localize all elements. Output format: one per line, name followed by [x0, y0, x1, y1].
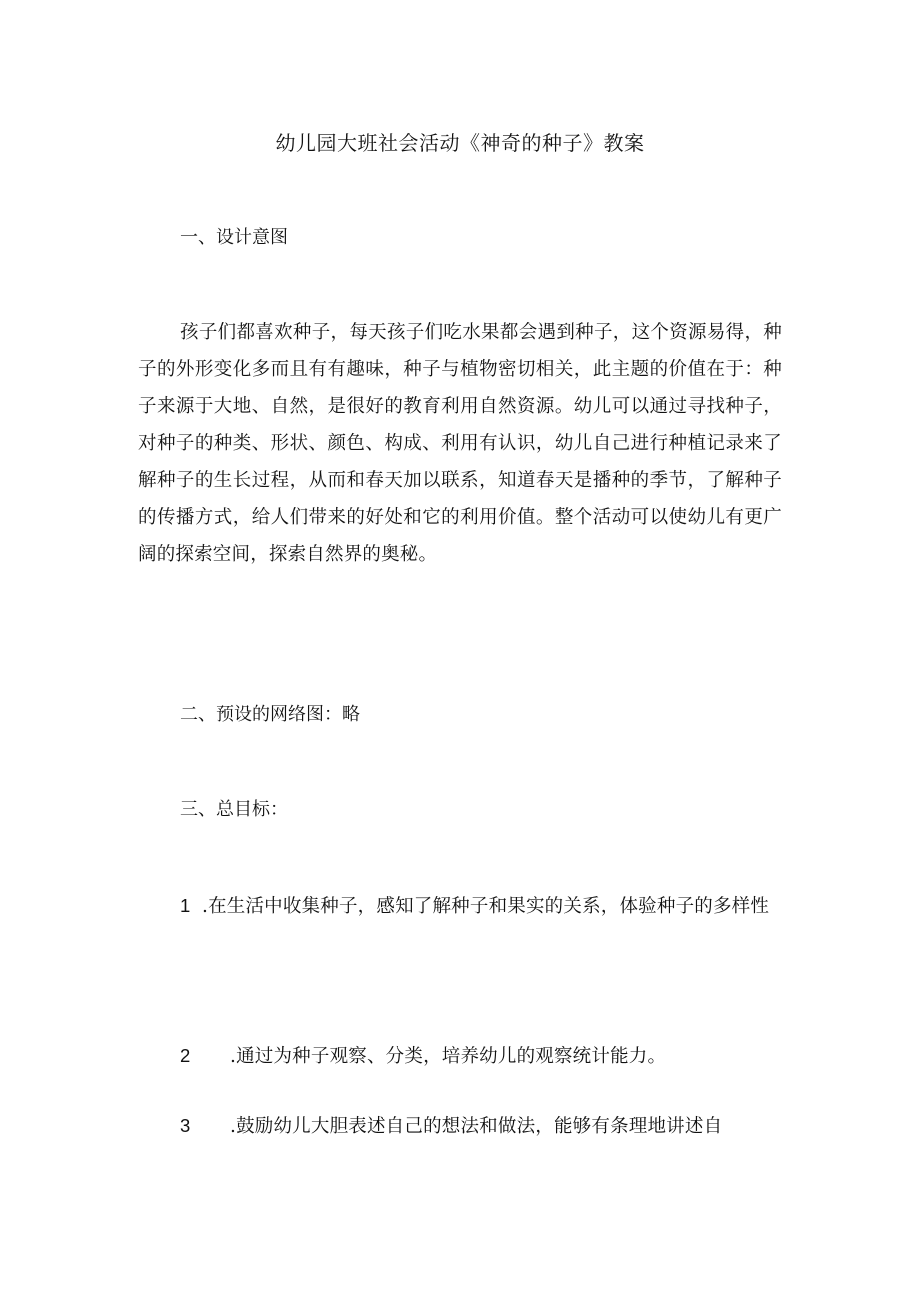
- section-heading-goals: 三、总目标：: [180, 799, 288, 820]
- goal-item-1: [138, 880, 782, 933]
- goal-item-text: .通过为种子观察、分类，培养幼儿的观察统计能力。: [230, 1046, 667, 1067]
- goal-item-number: 1: [180, 895, 191, 916]
- design-intent-paragraph: 孩子们都喜欢种子，每天孩子们吃水果都会遇到种子，这个资源易得，种子的外形变化多而且有有趣味，种子与植物密切相关，此主题的价值在于：种子来源于大地、自然，是很好的教育利用自然资源。幼儿可以通过寻找种子，对种子的种类、形状、颜色、构成、利用有认识，幼儿自己进行种植记录来了解种子的生长过程，从而和春天加以联系，知道春天是播种的季节，了解种子的传播方式，给人们带来的好处和它的利用价值。整个活动可以使幼儿有更广阔的探索空间，探索自然界的奥秘。: [138, 322, 782, 565]
- goal-item-number: 3: [180, 1115, 191, 1136]
- goal-item-2: [138, 1030, 782, 1083]
- section-heading-design-intent: 一、设计意图: [180, 227, 288, 248]
- section-heading-network-diagram: 二、预设的网络图：略: [180, 704, 360, 725]
- goal-item-3: [138, 1100, 782, 1153]
- goal-item-number: 2: [180, 1045, 191, 1066]
- document-title: 幼儿园大班社会活动《神奇的种子》教案: [275, 131, 645, 155]
- goal-item-text: .在生活中收集种子，感知了解种子和果实的关系，体验种子的多样性: [202, 896, 770, 917]
- goal-item-text: .鼓励幼儿大胆表述自己的想法和做法，能够有条理地讲述自: [230, 1116, 723, 1137]
